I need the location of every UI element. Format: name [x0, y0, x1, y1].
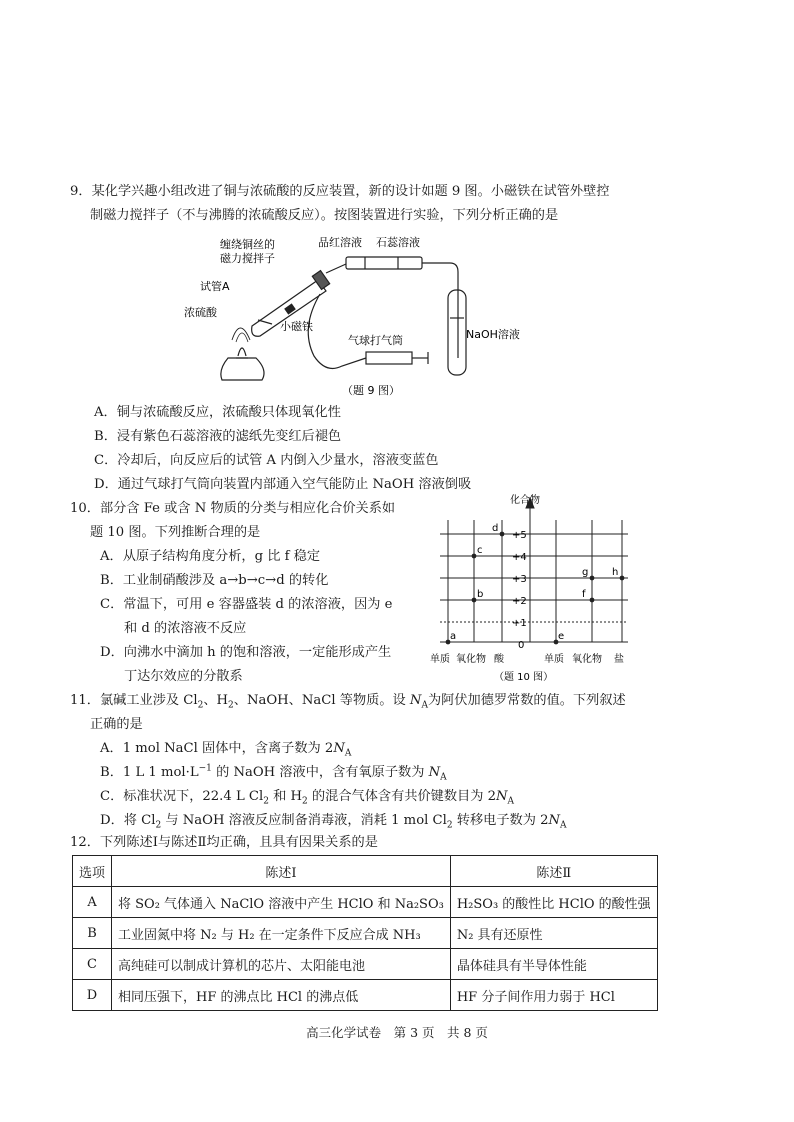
table-row [73, 918, 658, 949]
q11-option-c-part3: 的混合气体含有共价键数目为 2 [307, 789, 496, 804]
q10-valence-chart [428, 490, 638, 690]
q11-option-a-text: A．1 mol NaCl 固体中，含离子数为 2 [100, 741, 334, 756]
q9-apparatus-figure [180, 228, 560, 400]
y-tick-plus5: +5 [512, 530, 527, 541]
label-point-c: c [477, 545, 483, 556]
na-symbol: N [548, 813, 561, 828]
x-label-oxide-n: 氧化物 [456, 654, 486, 665]
x-label-acid: 酸 [494, 654, 504, 665]
label-acid: 浓硫酸 [184, 306, 217, 319]
y-tick-plus4: +4 [512, 552, 527, 563]
header-option: 选项 [73, 856, 112, 887]
label-litmus: 石蕊溶液 [376, 236, 420, 249]
na-symbol: N [333, 741, 345, 756]
row-statement-1: 将 SO₂ 气体通入 NaClO 溶液中产生 HClO 和 Na₂SO₃ [112, 887, 451, 918]
na-symbol: N [428, 765, 441, 780]
q11-option-b-part2: 的 NaOH 溶液中，含有氧原子数为 [211, 765, 429, 780]
na-sub: A [560, 820, 567, 831]
sub-2: 2 [155, 820, 162, 831]
sub-2: 2 [263, 796, 269, 807]
row-statement-1: 高纯硅可以制成计算机的芯片、太阳能电池 [112, 949, 451, 980]
q10-option-c-line2: 和 d 的浓溶液不反应 [124, 621, 247, 636]
q9-stem-line1: 9．某化学兴趣小组改进了铜与浓硫酸的反应装置，新的设计如题 9 图。小磁铁在试管外壁控 [70, 184, 610, 199]
q9-stem-line2: 制磁力搅拌子（不与沸腾的浓硫酸反应）。按图装置进行实验，下列分析正确的是 [90, 208, 559, 223]
na-sub: A [507, 796, 515, 807]
q10-stem-line2: 题 10 图。下列推断合理的是 [90, 525, 261, 540]
label-point-g: g [582, 567, 589, 578]
q9-option-d: D．通过气球打气筒向装置内部通入空气能防止 NaOH 溶液倒吸 [94, 477, 472, 492]
q11-stem-line1 [70, 692, 626, 710]
label-point-a: a [450, 631, 457, 642]
point-d [500, 532, 505, 537]
table-row [73, 949, 658, 980]
q11-option-c-part2: 和 H [268, 789, 303, 804]
q10-option-d-line2: 丁达尔效应的分散系 [124, 669, 243, 684]
sub-2: 2 [228, 700, 234, 711]
q10-stem-line1: 10．部分含 Fe 或含 N 物质的分类与相应化合价关系如 [70, 501, 396, 516]
label-stirrer-1: 缠绕铜丝的 [220, 238, 275, 251]
label-naoh: NaOH溶液 [466, 328, 520, 341]
row-option: A [73, 887, 112, 918]
q11-option-c [100, 788, 514, 806]
q11-stem-line2: 正确的是 [90, 717, 143, 732]
na-sub: A [440, 772, 447, 783]
table-header-row [73, 856, 658, 887]
y-tick-plus3: +3 [512, 574, 527, 585]
q9-option-b: B．浸有紫色石蕊溶液的滤纸先变红后褪色 [94, 429, 342, 444]
label-point-h: h [612, 567, 619, 578]
x-label-salt: 盐 [614, 654, 624, 665]
x-label-element-fe: 单质 [544, 654, 564, 665]
q11-stem-part1: 11．氯碱工业涉及 Cl [70, 693, 198, 708]
row-statement-2: HF 分子间作用力弱于 HCl [450, 980, 657, 1011]
label-point-b: b [477, 589, 484, 600]
q11-option-d-part3: 转移电子数为 2 [452, 813, 549, 828]
q11-option-d-part2: 与 NaOH 溶液反应制备消毒液，消耗 1 mol Cl [161, 813, 447, 828]
q11-option-d-part1: D．将 Cl [100, 813, 156, 828]
q11-option-d [100, 812, 567, 830]
label-pump: 气球打气筒 [348, 334, 403, 347]
row-statement-2: 晶体硅具有半导体性能 [450, 949, 657, 980]
header-statement-1: 陈述Ⅰ [112, 856, 451, 887]
label-tube-a: 试管A [200, 280, 230, 293]
alcohol-lamp-icon [221, 358, 264, 380]
q10-option-c-line1: C．常温下，可用 e 容器盛装 d 的浓溶液，因为 e [100, 597, 393, 612]
row-statement-2: N₂ 具有还原性 [450, 918, 657, 949]
q10-option-a: A．从原子结构角度分析，g 比 f 稳定 [100, 549, 321, 564]
sub-2: 2 [446, 820, 453, 831]
q11-option-b [100, 764, 447, 782]
row-option: B [73, 918, 112, 949]
na-sub: A [421, 700, 428, 711]
page-footer: 高三化学试卷 第 3 页 共 8 页 [306, 1025, 488, 1040]
row-statement-1: 工业固氮中将 N₂ 与 H₂ 在一定条件下反应合成 NH₃ [112, 918, 451, 949]
row-option: D [73, 980, 112, 1011]
q12-table [72, 855, 658, 1011]
sub-2: 2 [197, 700, 204, 711]
row-statement-1: 相同压强下，HF 的沸点比 HCl 的沸点低 [112, 980, 451, 1011]
figure-10-caption: （题 10 图） [494, 672, 554, 683]
x-label-oxide-fe: 氧化物 [572, 654, 602, 665]
point-h [620, 576, 625, 581]
point-g [590, 576, 595, 581]
sup-minus1: −1 [198, 763, 212, 774]
q11-option-c-part1: C．标准状况下，22.4 L Cl [100, 789, 264, 804]
q11-option-b-part1: B．1 L 1 mol·L [100, 765, 199, 780]
row-statement-2: H₂SO₃ 的酸性比 HClO 的酸性强 [450, 887, 657, 918]
figure-9-caption: （题 9 图） [342, 384, 400, 397]
q11-option-a [100, 740, 351, 758]
label-magnet: 小磁铁 [280, 320, 313, 333]
y-tick-0: 0 [518, 640, 525, 651]
label-point-e: e [558, 631, 565, 642]
na-sub: A [344, 748, 352, 759]
label-point-f: f [582, 589, 586, 600]
q10-option-b: B．工业制硝酸涉及 a→b→c→d 的转化 [100, 573, 329, 588]
label-stirrer-2: 磁力搅拌子 [220, 252, 275, 265]
q9-option-a: A．铜与浓硫酸反应，浓硫酸只体现氧化性 [94, 405, 341, 420]
q11-stem-part2: 、H [203, 693, 229, 708]
q10-option-d-line1: D．向沸水中滴加 h 的饱和溶液，一定能形成产生 [100, 645, 392, 660]
point-b [472, 598, 477, 603]
q12-stem: 12．下列陈述Ⅰ与陈述Ⅱ均正确，且具有因果关系的是 [70, 835, 378, 850]
q11-stem-part3: 、NaOH、NaCl 等物质。设 [233, 693, 410, 708]
point-f [590, 598, 595, 603]
sub-2: 2 [302, 796, 308, 807]
header-statement-2: 陈述Ⅱ [450, 856, 657, 887]
q9-option-c: C．冷却后，向反应后的试管 A 内倒入少量水，溶液变蓝色 [94, 453, 439, 468]
table-row [73, 887, 658, 918]
label-pinred: 品红溶液 [318, 236, 362, 249]
y-axis-title: 化合物 [510, 495, 540, 506]
label-point-d: d [492, 523, 499, 534]
y-tick-plus2: +2 [512, 596, 527, 607]
y-tick-plus1: +1 [512, 618, 527, 629]
row-option: C [73, 949, 112, 980]
q11-stem-part4: 为阿伏加德罗常数的值。下列叙述 [427, 693, 626, 708]
point-c [472, 554, 477, 559]
table-row [73, 980, 658, 1011]
x-label-element-n: 单质 [430, 654, 450, 665]
na-symbol: N [409, 693, 422, 708]
na-symbol: N [495, 789, 508, 804]
